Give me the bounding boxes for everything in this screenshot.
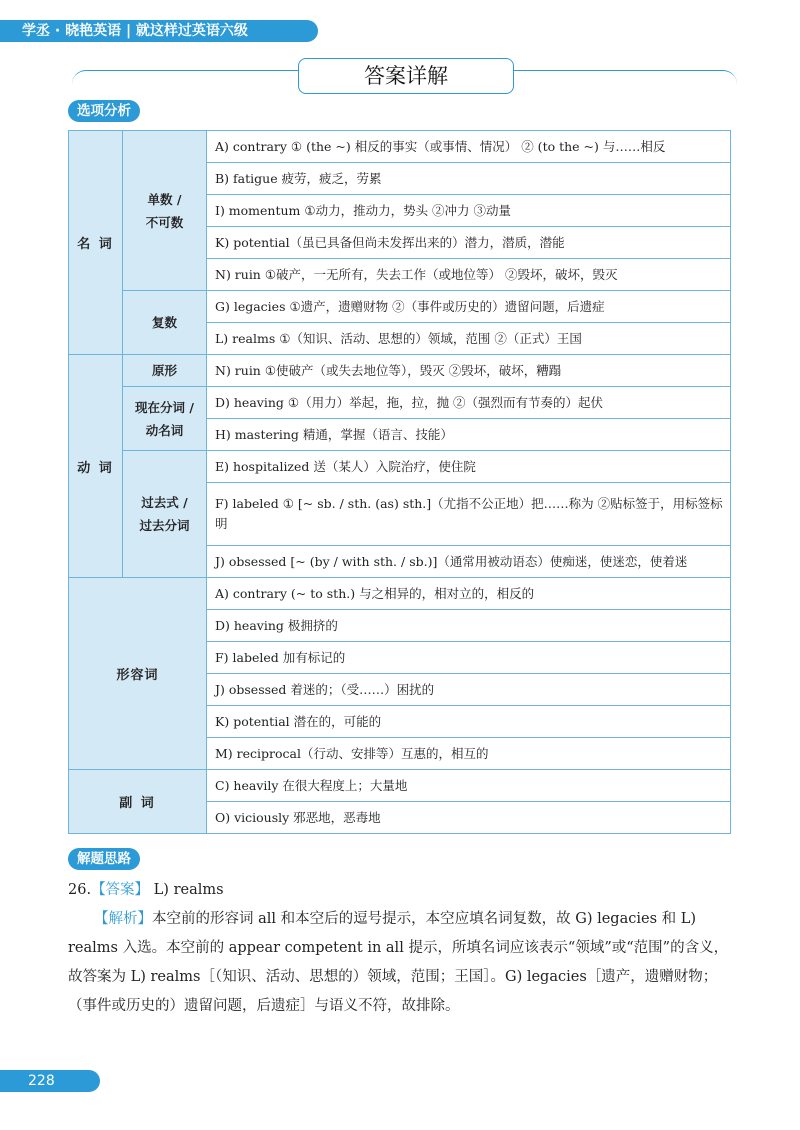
vocab-item: B) fatigue 疲劳，疲乏，劳累	[207, 163, 731, 195]
answer-line	[68, 876, 738, 905]
vocab-item: L) realms ①（知识、活动、思想的）领域，范围 ②（正式）王国	[207, 323, 731, 355]
section-label-solution: 解题思路	[68, 848, 140, 870]
vocab-item: K) potential（虽已具备但尚未发挥出来的）潜力，潜质，潜能	[207, 227, 731, 259]
table-row	[69, 355, 731, 387]
section-label-options: 选项分析	[68, 100, 140, 122]
vocab-item: A) contrary (~ to sth.) 与之相异的，相对立的，相反的	[207, 578, 731, 610]
table-row	[69, 131, 731, 163]
subcategory-past-line1: 过去式 /	[141, 495, 188, 510]
table-row	[69, 770, 731, 802]
vocab-item: I) momentum ①动力，推动力，势头 ②冲力 ③动量	[207, 195, 731, 227]
vocab-item: N) ruin ①使破产（或失去地位等），毁灭 ②毁坏，破坏，糟蹋	[207, 355, 731, 387]
page-title: 答案详解	[298, 58, 514, 94]
subcategory-plural: 复数	[123, 291, 207, 355]
table-row	[69, 387, 731, 419]
vocab-item: E) hospitalized 送（某人）入院治疗，使住院	[207, 451, 731, 483]
subcategory-participle-line2: 动名词	[145, 422, 184, 438]
subcategory-singular-line1: 单数 /	[147, 191, 182, 207]
vocab-item: D) heaving ①（用力）举起，拖，拉，抛 ②（强烈而有节奏的）起伏	[207, 387, 731, 419]
vocab-item: H) mastering 精通，掌握（语言、技能）	[207, 419, 731, 451]
vocab-item: F) labeled 加有标记的	[207, 642, 731, 674]
vocab-item: F) labeled ① [~ sb. / sth. (as) sth.]（尤指不公正地）把……称为 ②贴标签于，用标签标明	[207, 483, 731, 546]
subcategory-past-line2: 过去分词	[139, 518, 190, 533]
vocab-item: J) obsessed [~ (by / with sth. / sb.)]（通常用被动语态）使痴迷，使迷恋，使着迷	[207, 546, 731, 578]
answer-tag: 【答案】	[91, 882, 150, 898]
answer-value: L) realms	[153, 882, 224, 898]
subcategory-participle	[123, 387, 207, 451]
table-row	[69, 451, 731, 483]
series-header: 学丞 · 晓艳英语 | 就这样过英语六级	[0, 20, 318, 42]
table-row	[69, 578, 731, 610]
vocab-table	[68, 130, 731, 834]
category-verb: 动 词	[69, 355, 123, 578]
vocab-item: C) heavily 在很大程度上；大量地	[207, 770, 731, 802]
category-noun: 名 词	[69, 131, 123, 355]
vocab-item: K) potential 潜在的，可能的	[207, 706, 731, 738]
category-adjective: 形容词	[69, 578, 207, 770]
table-row	[69, 291, 731, 323]
analysis-tag: 【解析】	[94, 911, 152, 927]
page-number: 228	[0, 1070, 100, 1092]
category-adverb: 副 词	[69, 770, 207, 834]
analysis-text: 本空前的形容词 all 和本空后的逗号提示，本空应填名词复数，故 G) legacies 和 L) realms 入选。本空前的 appear competent in all 提示，所填名词应该表示“领域”或“范围”的含义，故答案为 L) realms［（知识、活动、思想的）领域，范围；王国］。G) legacies［遗产，遗赠财物；（事件或历史的）遗留问题，后遗症］与语义不符，故排除。	[68, 911, 729, 1014]
subcategory-singular	[123, 131, 207, 291]
analysis-paragraph	[68, 905, 738, 1021]
vocab-item: N) ruin ①破产，一无所有，失去工作（或地位等） ②毁坏，破坏，毁灭	[207, 259, 731, 291]
subcategory-participle-line1: 现在分词 /	[135, 399, 194, 415]
vocab-item: A) contrary ① (the ~) 相反的事实（或事情、情况） ② (to the ~) 与……相反	[207, 131, 731, 163]
subcategory-singular-line2: 不可数	[145, 214, 184, 230]
vocab-item: J) obsessed 着迷的；（受……）困扰的	[207, 674, 731, 706]
vocab-item: O) viciously 邪恶地，恶毒地	[207, 802, 731, 834]
vocab-item: M) reciprocal（行动、安排等）互惠的，相互的	[207, 738, 731, 770]
question-number: 26.	[68, 882, 92, 898]
vocab-item: D) heaving 极拥挤的	[207, 610, 731, 642]
subcategory-past	[123, 451, 207, 578]
vocab-item: G) legacies ①遗产，遗赠财物 ②（事件或历史的）遗留问题，后遗症	[207, 291, 731, 323]
subcategory-base: 原形	[123, 355, 207, 387]
